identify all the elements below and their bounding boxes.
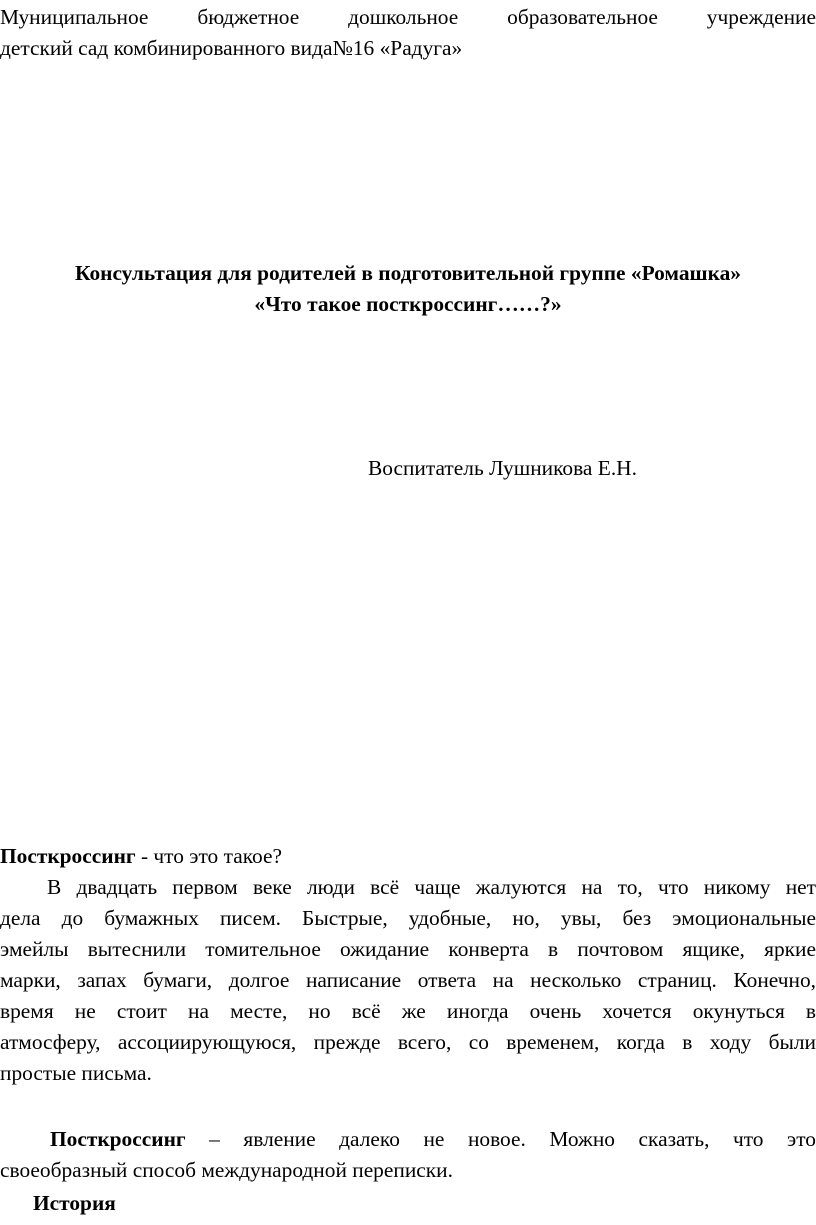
paragraph-1-line: время не стоит на месте, но всё же иногда очень хочется окунуться в — [0, 999, 816, 1023]
section-heading-history: История — [33, 1191, 116, 1215]
paragraph-1-line: дела до бумажных писем. Быстрые, удобные, но, увы, без эмоциональные — [0, 906, 816, 930]
institution-line-1: Муниципальное бюджетное дошкольное образовательное учреждение — [0, 5, 816, 29]
paragraph-2-line-1 — [0, 1124, 816, 1155]
author-line: Воспитатель Лушникова Е.Н. — [368, 456, 637, 480]
paragraph-1-line: атмосферу, ассоциирующуюся, прежде всего, со временем, когда в ходу были — [0, 1030, 816, 1054]
document-title — [0, 258, 816, 320]
paragraph-2-line-2: своеобразный способ международной переписки. — [0, 1158, 453, 1182]
institution-line-2: детский сад комбинированного вида№16 «Радуга» — [0, 36, 463, 60]
institution-header — [0, 2, 816, 64]
intro-rest: - что это такое? — [135, 844, 282, 868]
paragraph-2-line-1-rest: – явление далеко не новое. Можно сказать, что это — [185, 1127, 816, 1151]
paragraph-2 — [0, 1124, 816, 1186]
paragraph-1-line: эмейлы вытеснили томительное ожидание конверта в почтовом ящике, яркие — [0, 937, 816, 961]
paragraph-2-term: Посткроссинг — [50, 1127, 186, 1151]
paragraph-1 — [0, 872, 816, 1089]
paragraph-1-line: марки, запах бумаги, долгое написание ответа на несколько страниц. Конечно, — [0, 968, 816, 992]
intro-term: Посткроссинг — [0, 844, 136, 868]
intro-heading — [0, 841, 816, 872]
paragraph-1-line: В двадцать первом веке люди всё чаще жалуются на то, что никому нет — [47, 875, 816, 899]
title-line-1: Консультация для родителей в подготовительной группе «Ромашка» — [75, 261, 741, 285]
paragraph-1-last-line: простые письма. — [0, 1061, 152, 1085]
title-line-2: «Что такое посткроссинг……?» — [254, 292, 562, 316]
